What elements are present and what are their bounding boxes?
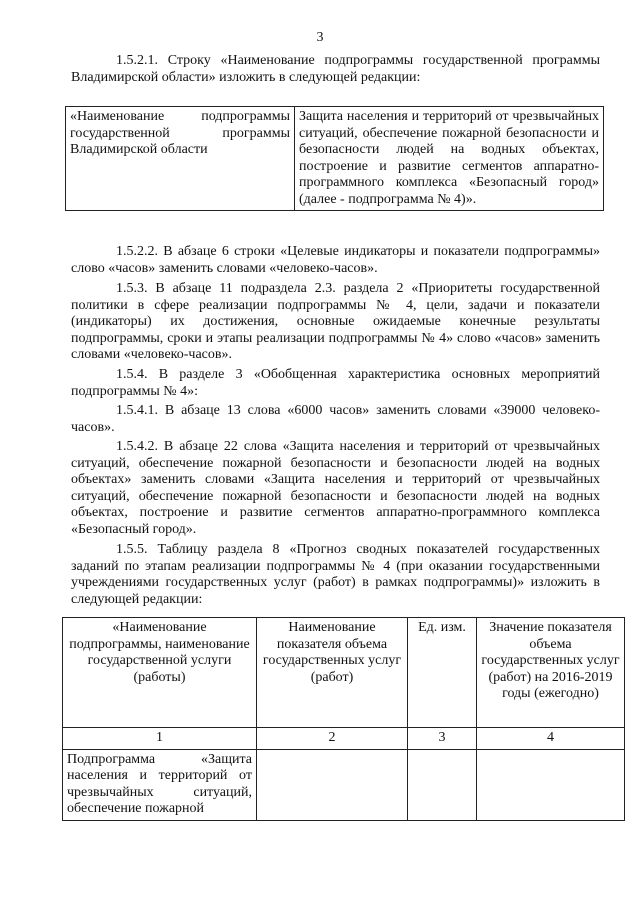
table-header-row [63,618,625,728]
paragraph-1-5-3: 1.5.3. В абзаце 11 подраздела 2.3. раздела 2 «Приоритеты государственной политики в сфере реализации подпрограммы № 4, цели, задачи и показатели (индикаторы) их достижения, основные ожидаемые конечные результаты подпрограммы, сроки и этапы реализации подпрограммы № 4» слово «часов» заменить словами «человеко-часов». [71,281,600,362]
header-indicator-name: Наименование показателя объема государственных услуг (работ) [257,618,408,728]
subprogram-name-table [65,106,604,211]
subprogram-name-value: Защита населения и территорий от чрезвычайных ситуаций, обеспечение пожарной безопасности и безопасности людей на водных объектах, построение и развитие сегментов аппаратно-программного комплекса «Безопасный город» (далее - подпрограмма № 4)». [295,107,604,211]
header-indicator-value: Значение показателя объема государственных услуг (работ) на 2016-2019 годы (ежегодно) [477,618,625,728]
header-subprogram-name: «Наименование подпрограммы, наименование государственной услуги (работы) [63,618,257,728]
forecast-table [62,617,625,821]
header-unit: Ед. изм. [408,618,477,728]
table-row [63,749,625,820]
paragraph-1-5-5: 1.5.5. Таблицу раздела 8 «Прогноз сводных показателей государственных заданий по этапам реализации подпрограммы № 4 (при оказании государственными учреждениями государственных услуг (работ) в рамках подпрограммы)» изложить в следующей редакции: [71,542,600,607]
paragraph-1-5-4-2: 1.5.4.2. В абзаце 22 слова «Защита населения и территорий от чрезвычайных ситуаций, обеспечение пожарной безопасности и безопасности людей на водных объектах» заменить словами «Защита населения и территорий от чрезвычайных ситуаций, обеспечение пожарной безопасности и безопасности людей на водных объектах, построение и развитие сегментов аппаратно-программного комплекса «Безопасный город». [71,439,600,537]
column-number: 4 [477,728,625,750]
table-row [66,107,604,211]
column-number: 2 [257,728,408,750]
paragraph-1-5-2-1: 1.5.2.1. Строку «Наименование подпрограммы государственной программы Владимирской области» изложить в следующей редакции: [71,53,600,85]
subprogram-name-label: «Наименование подпрограммы государственной программы Владимирской области [66,107,295,211]
page-number: 3 [316,30,324,45]
subprogram-cell: Подпрограмма «Защита населения и территорий от чрезвычайных ситуаций, обеспечение пожарной [63,749,257,820]
column-number-row [63,728,625,750]
paragraph-1-5-4: 1.5.4. В разделе 3 «Обобщенная характеристика основных мероприятий подпрограммы № 4»: [71,367,600,399]
paragraph-1-5-4-1: 1.5.4.1. В абзаце 13 слова «6000 часов» заменить словами «39000 человеко-часов». [71,403,600,435]
indicator-value-cell [477,749,625,820]
column-number: 1 [63,728,257,750]
unit-cell [408,749,477,820]
column-number: 3 [408,728,477,750]
indicator-name-cell [257,749,408,820]
paragraph-1-5-2-2: 1.5.2.2. В абзаце 6 строки «Целевые индикаторы и показатели подпрограммы» слово «часов» заменить словами «человеко-часов». [71,244,600,276]
